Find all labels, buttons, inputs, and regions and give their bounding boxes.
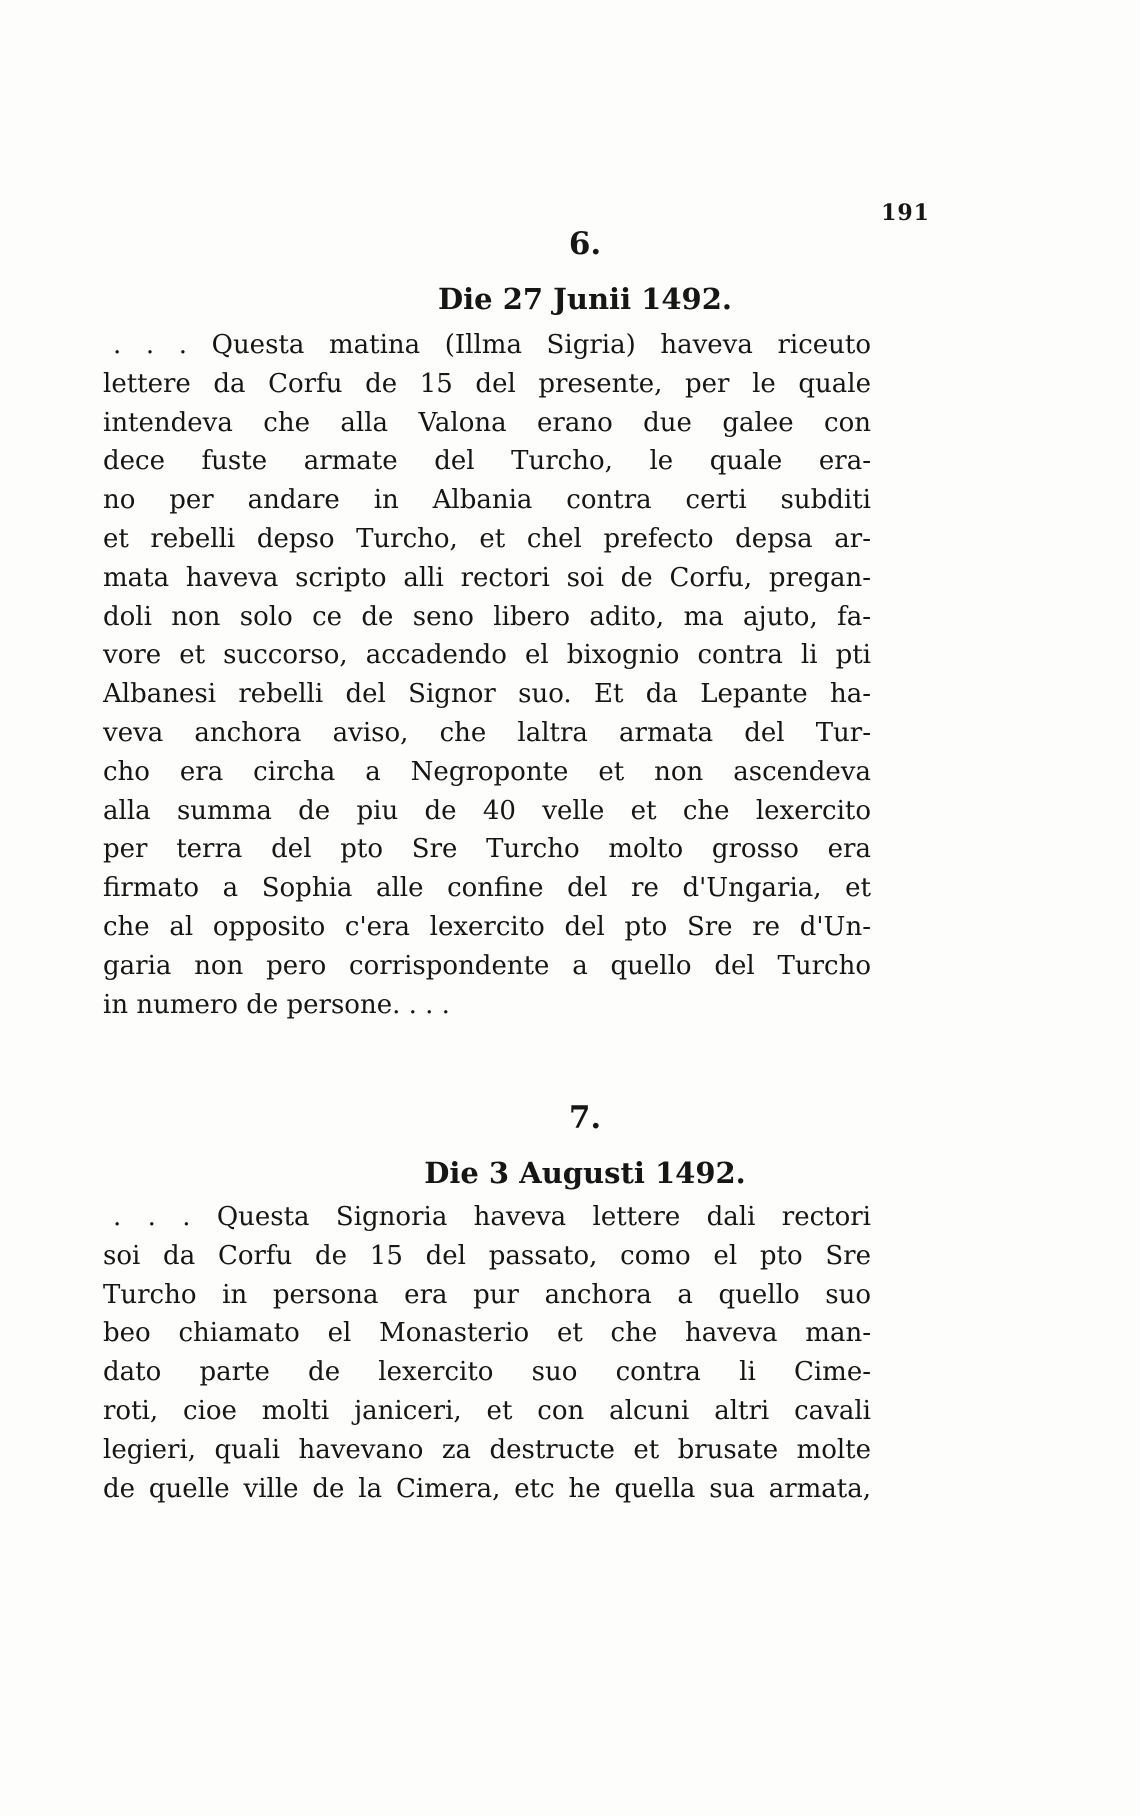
text-line: et rebelli depso Turcho, et chel prefecto depsa ar- xyxy=(103,523,871,554)
section-number: 6. xyxy=(568,226,602,262)
text-line: doli non solo ce de seno libero adito, ma ajuto, fa- xyxy=(103,601,871,632)
text-line: . . . Questa matina (Illma Sigria) haveva riceuto xyxy=(113,330,871,360)
text-line: in numero de persone. . . . xyxy=(103,989,450,1020)
text-line: dato parte de lexercito suo contra li Cime- xyxy=(103,1357,871,1388)
text-line: dece fuste armate del Turcho, le quale era- xyxy=(103,446,871,477)
text-line: per terra del pto Sre Turcho molto grosso era xyxy=(103,834,871,865)
section-number: 7. xyxy=(568,1100,602,1136)
text-line: mata haveva scripto alli rectori soi de Corfu, pregan- xyxy=(103,562,871,593)
text-line: garia non pero corrispondente a quello del Turcho xyxy=(103,950,871,981)
text-line: veva anchora aviso, che laltra armata del Tur- xyxy=(103,717,871,748)
page-number: 191 xyxy=(881,200,930,226)
text-line: che al opposito c'era lexercito del pto Sre re d'Un- xyxy=(103,911,871,942)
text-line: cho era circha a Negroponte et non ascendeva xyxy=(103,756,871,787)
section-date: Die 3 Augusti 1492. xyxy=(424,1156,746,1190)
text-line: intendeva che alla Valona erano due galee con xyxy=(103,407,871,438)
section-body xyxy=(103,326,871,1024)
text-line: beo chiamato el Monasterio et che haveva man- xyxy=(103,1318,871,1349)
text-line: no per andare in Albania contra certi subditi xyxy=(103,485,871,516)
text-line: soi da Corfu de 15 del passato, como el pto Sre xyxy=(103,1240,871,1271)
text-line: . . . Questa Signoria haveva lettere dali rectori xyxy=(113,1202,871,1232)
text-line: de quelle ville de la Cimera, etc he quella sua armata, xyxy=(103,1473,871,1504)
text-line: roti, cioe molti janiceri, et con alcuni altri cavali xyxy=(103,1395,871,1426)
text-line: legieri, quali havevano za destructe et brusate molte xyxy=(103,1434,871,1465)
text-line: vore et succorso, accadendo el bixognio contra li pti xyxy=(103,640,871,671)
text-line: firmato a Sophia alle confine del re d'Ungaria, et xyxy=(103,873,871,904)
section-date: Die 27 Junii 1492. xyxy=(438,282,732,316)
text-line: alla summa de piu de 40 velle et che lexercito xyxy=(103,795,871,826)
text-line: lettere da Corfu de 15 del presente, per le quale xyxy=(103,368,871,399)
text-line: Albanesi rebelli del Signor suo. Et da Lepante ha- xyxy=(103,679,871,710)
section-body xyxy=(103,1198,871,1508)
text-line: Turcho in persona era pur anchora a quello suo xyxy=(103,1279,871,1310)
